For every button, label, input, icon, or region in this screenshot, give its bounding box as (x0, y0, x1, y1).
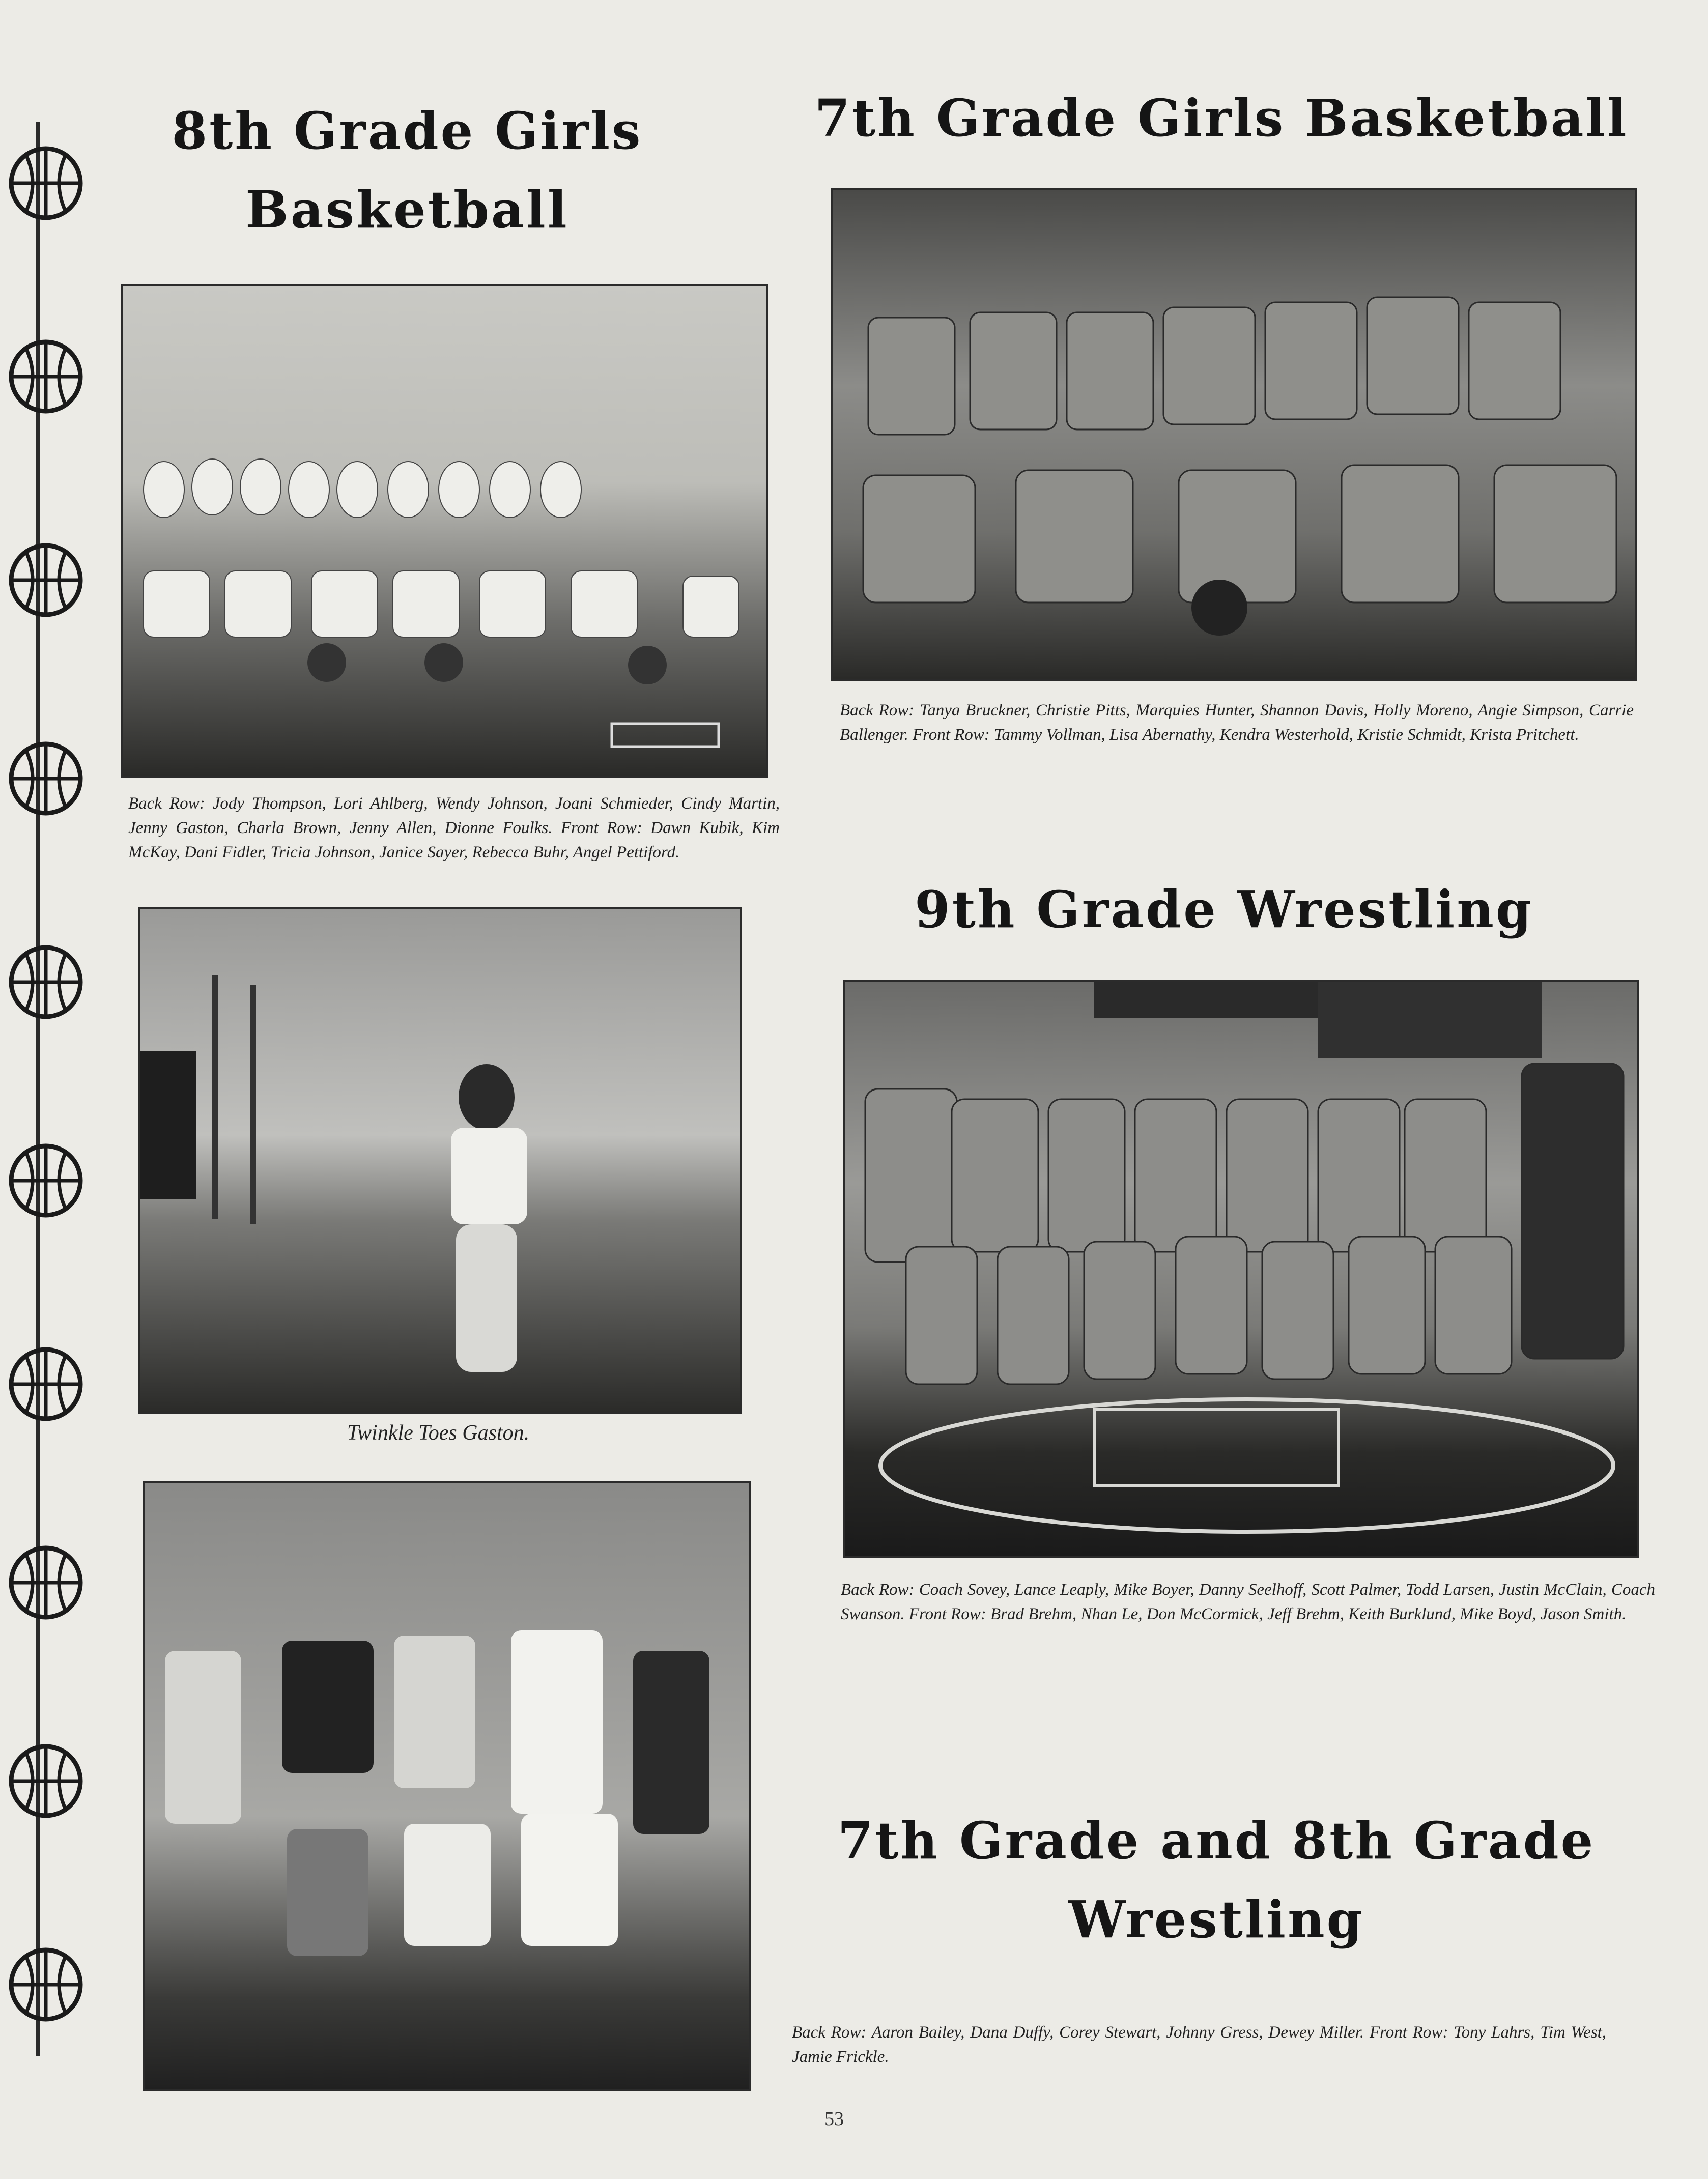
action-caption: Twinkle Toes Gaston. (347, 1421, 530, 1445)
wrestling78-caption: Back Row: Aaron Bailey, Dana Duffy, Corey Stewart, Johnny Gress, Dewey Miller. Front Row: Tony Lahrs, Tim West, Jamie Frickle. (792, 2023, 1606, 2066)
girls8-title-line2: Basketball (245, 180, 569, 240)
basketball-icon (5, 1740, 87, 1822)
girls7-title: 7th Grade Girls Basketball (814, 88, 1629, 148)
wrestling78-title (804, 1812, 1629, 1949)
wrestling78-team-photo (143, 1481, 751, 2091)
girls7-caption: Back Row: Tanya Bruckner, Christie Pitts, Marquies Hunter, Shannon Davis, Holly Moreno, Angie Simpson, Carrie Ballenger. Front Row: Tammy Vollman, Lisa Abernathy, Kendra Westerhold, Kristie Schmidt, Krista Pritchett. (840, 701, 1634, 744)
basketball-icon (5, 1944, 87, 2025)
basketball-icon (5, 738, 87, 819)
page-number: 53 (824, 2108, 844, 2130)
wrestling9-caption: Back Row: Coach Sovey, Lance Leaply, Mike Boyer, Danny Seelhoff, Scott Palmer, Todd Larsen, Justin McClain, Coach Swanson. Front Row: Brad Brehm, Nhan Le, Don McCormick, Jeff Brehm, Keith Burklund, Mike Boyd, Jason Smith. (841, 1581, 1655, 1623)
basketball-icon (5, 336, 87, 417)
girls8-title-line1: 8th Grade Girls (172, 101, 643, 161)
girls8-team-photo (121, 284, 768, 778)
basketball-icon (5, 1542, 87, 1623)
basketball-icon (5, 1343, 87, 1425)
basketball-icon (5, 1140, 87, 1221)
girls8-title (122, 102, 692, 239)
basketball-icon (5, 941, 87, 1023)
wrestling78-title-line2: Wrestling (1068, 1889, 1364, 1949)
basketball-icon (5, 539, 87, 621)
wrestling9-team-photo (843, 980, 1639, 1558)
girls7-team-photo (831, 188, 1637, 681)
girls8-caption: Back Row: Jody Thompson, Lori Ahlberg, Wendy Johnson, Joani Schmieder, Cindy Martin, Jenny Gaston, Charla Brown, Jenny Allen, Dionne Foulks. Front Row: Dawn Kubik, Kim McKay, Dani Fidler, Tricia Johnson, Janice Sayer, Rebecca Buhr, Angel Pettiford. (128, 794, 780, 862)
wrestling9-title: 9th Grade Wrestling (915, 879, 1533, 939)
action-photo (138, 907, 742, 1414)
wrestling78-title-line1: 7th Grade and 8th Grade (837, 1811, 1596, 1871)
basketball-icon (5, 142, 87, 224)
